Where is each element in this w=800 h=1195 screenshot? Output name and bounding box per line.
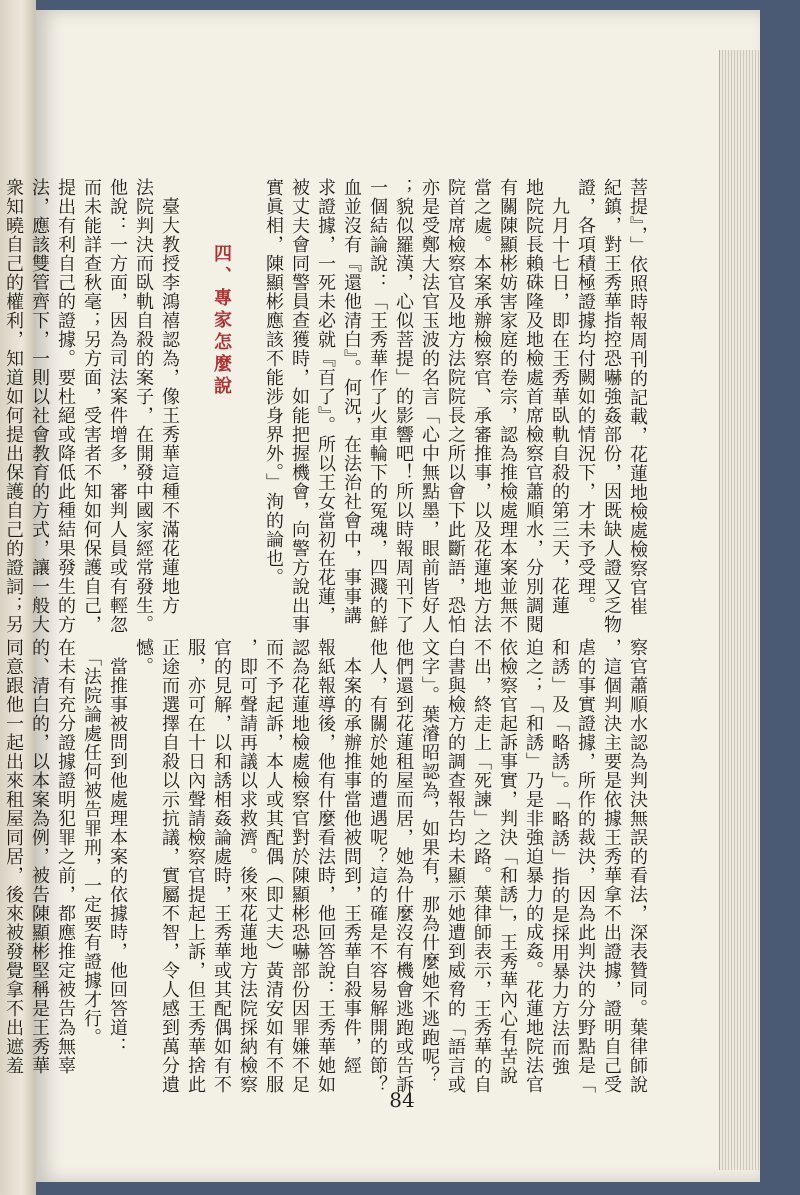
section-heading: 四、專家怎麼說 bbox=[211, 244, 232, 398]
text-line: 菩提』，」依照時報周刊的記載，花蓮地檢處檢察官崔 bbox=[627, 178, 648, 616]
text-line: 「法院論處任何被告罪刑，一定要有證據才行。 bbox=[81, 638, 102, 1047]
text-line: 他人，有關於她的遭遇呢？這的確是不容易解開的節？ bbox=[367, 638, 388, 1094]
text-line: 院首席檢察官及地方法院院長之所以會下此斷語，恐怕 bbox=[445, 178, 466, 634]
text-line: 而未能詳查秋毫；另方面，受害者不知如何保護自己， bbox=[81, 178, 102, 634]
text-line: 紀鎮，對王秀華指控恐嚇強姦部份，因既缺人證又乏物 bbox=[601, 178, 622, 634]
book-page bbox=[3, 10, 760, 1182]
upper-lines bbox=[260, 178, 650, 634]
text-line: 而不予起訴，本人或其配偶（即丈夫）黃清安如有不服 bbox=[263, 638, 284, 1094]
text-line: ；貌似羅漢，心似菩提」的影響吧！所以時報周刊下了 bbox=[393, 178, 414, 634]
text-line: 憾。 bbox=[133, 638, 154, 676]
upper-lines-after bbox=[0, 178, 182, 634]
text-line: 的、清白的，以本案為例，被告陳顯彬堅稱是王秀華 bbox=[29, 638, 50, 1075]
text-line: 迫之；「和誘」乃是非強迫暴力的成姦。花蓮地院法官 bbox=[523, 638, 544, 1094]
text-line: 血並沒有『還他清白』。何況，在法治社會中，事事講 bbox=[341, 178, 362, 625]
text-line: 衆知曉自己的權利，知道如何提出保護自己的證詞；另 bbox=[3, 178, 24, 634]
text-line: 一個結論說：「王秀華作了火車輪下的冤魂，四濺的鮮 bbox=[367, 178, 388, 634]
text-line: 本案的承辦推事當他被問到，王秀華自殺事件，經 bbox=[341, 638, 362, 1075]
text-line: 實眞相，陳顯彬應該不能涉身界外。」洵的論也。 bbox=[263, 178, 284, 587]
text-line: 察官蕭順水認為判決無誤的看法，深表贊同。葉律師說 bbox=[627, 638, 648, 1094]
text-line: 不出，終走上「死諫」之路。葉律師表示，王秀華的自 bbox=[471, 638, 492, 1094]
text-line: 求證據，一死未必就『百了』。所以王女當初在花蓮， bbox=[315, 178, 336, 625]
text-line: 證，各項積極證據均付闕如的情況下，才未予受理。 bbox=[575, 178, 596, 615]
text-line: 報紙報導後，他有什麼看法時，他回答說：王秀華她如 bbox=[315, 638, 336, 1094]
text-line: 正途而選擇自殺以示抗議，實屬不智，令人感到萬分遺 bbox=[159, 638, 180, 1094]
page-number: 84 bbox=[389, 1088, 415, 1112]
text-line: 在未有充分證據證明犯罪之前，都應推定被告為無辜 bbox=[55, 638, 76, 1075]
text-line: 服，亦可在十日內聲請檢察官提起上訴，但王秀華捨此 bbox=[185, 638, 206, 1094]
lower-text-block bbox=[3, 638, 650, 1094]
text-line: 提出有利自己的證據。要杜絕或降低此種結果發生的方 bbox=[55, 178, 76, 634]
text-line: 地院院長賴硃隆及地檢處首席檢察官蕭順水，分別調閱 bbox=[523, 178, 544, 634]
upper-text-block bbox=[3, 178, 650, 634]
text-line: 文字」。葉濬昭認為，如果有，那為什麼她不逃跑呢？ bbox=[419, 638, 440, 1085]
text-line: 白書與檢方的調查報告均未顯示她遭到威脅的「語言或 bbox=[445, 638, 466, 1094]
text-line: 亦是受鄭大法官玉波的名言「心中無點墨，眼前皆好人 bbox=[419, 178, 440, 634]
text-line: 法，應該雙管齊下，一則以社會教育的方式，讓一般大 bbox=[29, 178, 50, 634]
text-line: 有關陳顯彬妨害家庭的卷宗，認為推檢處理本案並無不 bbox=[497, 178, 518, 634]
text-line: ，這個判決主要是依據王秀華拿不出證據，證明自己受 bbox=[601, 638, 622, 1094]
page-edges bbox=[719, 50, 760, 1170]
text-line: 當推事被問到他處理本案的依據時，他回答道： bbox=[107, 638, 128, 1056]
lower-lines bbox=[0, 638, 650, 1094]
text-line: 他們還到花蓮租屋而居，她為什麼沒有機會逃跑或告訴 bbox=[393, 638, 414, 1094]
text-line: 法院判決而臥軌自殺的案子，在開發中國家經常發生。 bbox=[133, 178, 154, 634]
text-line: 認為花蓮地檢處檢察官對於陳顯彬恐嚇部份因罪嫌不足 bbox=[289, 638, 310, 1094]
text-line: ，即可聲請再議以求救濟。後來花蓮地方法院採納檢察 bbox=[237, 638, 258, 1094]
text-line: 九月十七日，即在王秀華臥軌自殺的第三天，花蓮 bbox=[549, 178, 570, 615]
text-line: 同意跟他一起出來租屋同居，後來被發覺拿不出遮羞 bbox=[3, 638, 24, 1075]
text-line: 和誘」及「略誘」。「略誘」指的是採用暴力方法而強 bbox=[549, 638, 570, 1076]
text-line: 依檢察官起訴事實，判決「和誘」，王秀華內心有苦說 bbox=[497, 638, 518, 1085]
text-line: 虐的事實證據，所作的裁決，因為此判決的分野點是「 bbox=[575, 638, 596, 1094]
text-line: 被丈夫會同警員查獲時，如能把握機會，向警方說出事 bbox=[289, 178, 310, 634]
text-line: 當之處。本案承辦檢察官、承審推事，以及花蓮地方法 bbox=[471, 178, 492, 634]
text-line: 臺大教授李鴻禧認為，像王秀華這種不滿花蓮地方 bbox=[159, 178, 180, 615]
text-line: 他說：一方面，因為司法案件增多，審判人員或有輕忽 bbox=[107, 178, 128, 634]
text-line: 官的見解，以和誘相姦論處時，王秀華或其配偶如有不 bbox=[211, 638, 232, 1094]
